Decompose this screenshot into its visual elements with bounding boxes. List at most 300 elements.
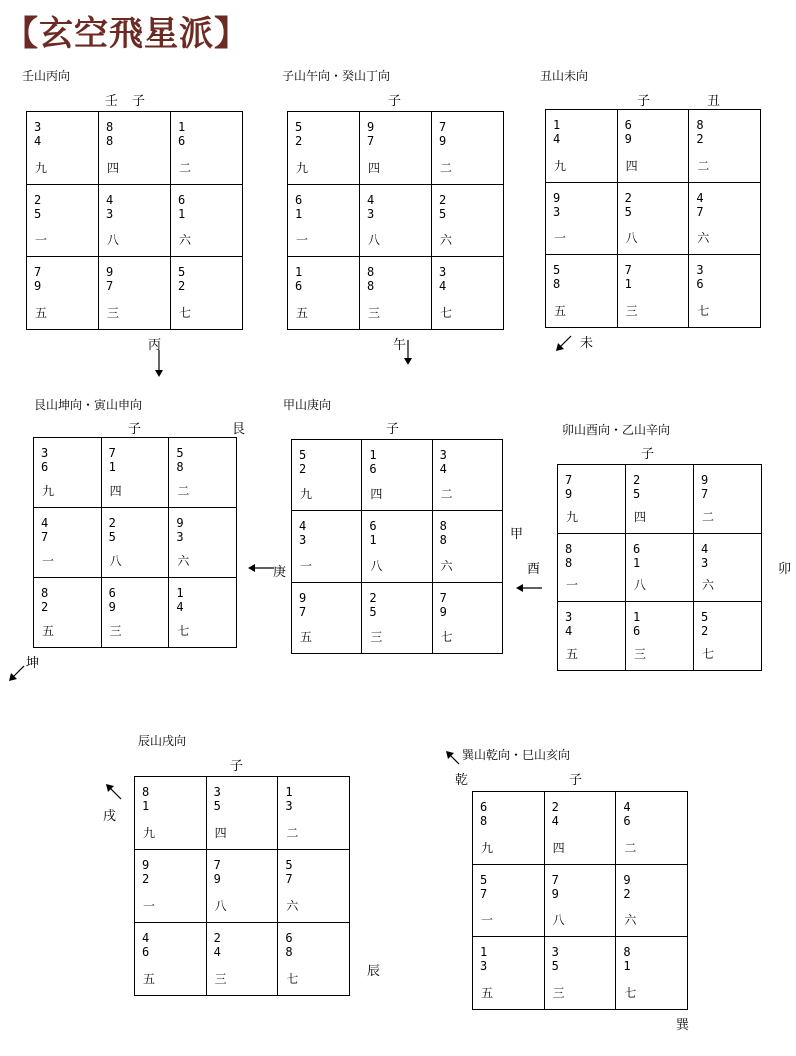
- star-numbers: [142, 785, 206, 813]
- mountain-star: 9: [701, 473, 709, 487]
- period-star: 五: [42, 624, 55, 638]
- mountain-star: 3: [696, 263, 704, 278]
- facing-star: 6: [178, 134, 186, 148]
- facing-star: 5: [369, 604, 377, 619]
- period-star: 五: [35, 305, 48, 320]
- palace-cell: [292, 440, 362, 511]
- facing-star: 8: [553, 277, 561, 292]
- mountain-star: 6: [295, 192, 303, 207]
- flying-star-chart: [33, 437, 237, 648]
- mountain-star: 5: [480, 872, 488, 887]
- mountain-star: 9: [142, 858, 150, 872]
- mountain-star: 1: [553, 118, 561, 132]
- palace-cell: [207, 923, 279, 996]
- facing-star: 1: [623, 959, 631, 974]
- star-numbers: [299, 519, 361, 547]
- facing-star: 3: [285, 799, 293, 813]
- star-numbers: [553, 118, 617, 146]
- star-numbers: [41, 586, 101, 614]
- mountain-star: 3: [213, 785, 221, 799]
- star-numbers: [440, 519, 502, 547]
- direction-mark-chen: 辰: [367, 964, 381, 979]
- facing-star: 6: [369, 462, 377, 476]
- chart-label: 辰山戌向: [138, 734, 187, 748]
- facing-star: 8: [480, 814, 488, 828]
- direction-mark-kun: 坤: [26, 656, 40, 671]
- palace-cell: [278, 777, 350, 850]
- palace-cell: [616, 792, 688, 865]
- mountain-star: 1: [178, 120, 186, 134]
- facing-star: 8: [565, 555, 573, 570]
- mountain-star: 7: [565, 473, 573, 487]
- mountain-star: 9: [106, 265, 114, 280]
- facing-star: 2: [142, 872, 150, 886]
- facing-star: 8: [367, 279, 375, 294]
- mountain-star: 3: [41, 446, 49, 460]
- facing-star: 9: [624, 132, 632, 146]
- palace-cell: [546, 183, 618, 256]
- facing-arrow-icon: [105, 783, 123, 801]
- star-numbers: [34, 193, 98, 221]
- period-star: 二: [177, 484, 190, 498]
- period-star: 八: [107, 233, 120, 248]
- direction-mark-jia: 甲: [510, 527, 524, 542]
- star-numbers: [109, 586, 169, 614]
- facing-star: 2: [299, 462, 307, 476]
- palace-cell: [558, 602, 626, 671]
- mountain-star: 6: [480, 800, 488, 814]
- period-star: 七: [697, 303, 710, 318]
- direction-mark-zi: 子: [388, 94, 402, 109]
- star-numbers: [178, 193, 242, 221]
- palace-cell: [362, 440, 432, 511]
- star-numbers: [552, 945, 616, 973]
- direction-mark-zi: 子: [637, 94, 651, 109]
- facing-star: 7: [367, 134, 375, 148]
- palace-cell: [558, 534, 626, 603]
- palace-cell: [135, 850, 207, 923]
- mountain-star: 7: [439, 590, 447, 605]
- mountain-star: 6: [178, 192, 186, 207]
- palace-cell: [292, 583, 362, 654]
- mountain-star: 9: [553, 190, 561, 205]
- palace-cell: [102, 578, 170, 648]
- facing-star: 7: [285, 872, 293, 886]
- palace-cell: [473, 937, 545, 1010]
- palace-cell: [545, 792, 617, 865]
- star-numbers: [480, 873, 544, 901]
- chart-label: 丑山未向: [540, 69, 589, 83]
- facing-star: 1: [178, 206, 186, 221]
- palace-cell: [27, 257, 99, 330]
- facing-star: 9: [213, 872, 221, 886]
- palace-cell: [102, 438, 170, 508]
- palace-cell: [288, 112, 360, 185]
- direction-mark-you: 酉: [527, 562, 541, 577]
- period-star: 五: [300, 630, 313, 644]
- facing-star: 4: [553, 132, 561, 146]
- palace-cell: [473, 792, 545, 865]
- star-numbers: [553, 191, 617, 219]
- period-star: 一: [554, 231, 567, 246]
- mountain-star: 3: [439, 265, 447, 280]
- mountain-star: 5: [176, 446, 184, 460]
- star-numbers: [696, 191, 760, 219]
- facing-star: 6: [633, 624, 641, 639]
- palace-cell: [360, 185, 432, 258]
- facing-star: 5: [439, 206, 447, 221]
- mountain-star: 5: [701, 610, 709, 625]
- star-numbers: [701, 610, 761, 638]
- facing-star: 5: [624, 204, 632, 219]
- period-star: 二: [440, 160, 453, 175]
- facing-star: 3: [480, 959, 488, 974]
- star-numbers: [295, 265, 359, 293]
- facing-star: 8: [106, 134, 114, 148]
- direction-mark-wu: 午: [393, 338, 407, 353]
- direction-mark-zi: 子: [386, 422, 400, 437]
- period-star: 五: [296, 305, 309, 320]
- period-star: 五: [143, 972, 156, 986]
- page-title: 【玄空飛星派】: [4, 14, 249, 54]
- facing-star: 1: [369, 533, 377, 548]
- star-numbers: [285, 858, 349, 886]
- palace-cell: [689, 255, 761, 328]
- mountain-star: 2: [633, 473, 641, 487]
- palace-cell: [288, 185, 360, 258]
- facing-star: 4: [439, 462, 447, 476]
- chart-label: 甲山庚向: [283, 398, 332, 412]
- facing-star: 6: [142, 945, 150, 959]
- facing-star: 7: [696, 204, 704, 219]
- facing-star: 1: [624, 277, 632, 292]
- facing-star: 5: [551, 959, 559, 974]
- period-star: 八: [625, 231, 638, 246]
- facing-star: 6: [41, 460, 49, 474]
- star-numbers: [106, 265, 170, 293]
- star-numbers: [439, 120, 503, 148]
- period-star: 九: [566, 509, 579, 524]
- star-numbers: [633, 542, 693, 570]
- chart-label: 巽山乾向・巳山亥向: [462, 748, 571, 762]
- direction-mark-xu: 戌: [103, 809, 117, 824]
- period-star: 七: [440, 630, 453, 644]
- direction-mark-zi: 子: [230, 759, 244, 774]
- palace-cell: [618, 255, 690, 328]
- palace-cell: [558, 465, 626, 534]
- chart-label: 壬山丙向: [22, 69, 71, 83]
- palace-cell: [689, 183, 761, 256]
- mountain-star: 8: [106, 120, 114, 134]
- palace-cell: [171, 185, 243, 258]
- mountain-star: 5: [178, 265, 186, 280]
- mountain-star: 6: [633, 541, 641, 556]
- period-star: 二: [179, 160, 192, 175]
- palace-cell: [626, 465, 694, 534]
- palace-cell: [34, 578, 102, 648]
- direction-mark-gen: 艮: [232, 422, 246, 437]
- period-star: 三: [634, 646, 647, 661]
- mountain-star: 7: [34, 265, 42, 280]
- period-star: 七: [624, 985, 637, 1000]
- facing-star: 3: [176, 530, 184, 544]
- facing-star: 3: [106, 206, 114, 221]
- period-star: 三: [370, 630, 383, 644]
- mountain-star: 4: [696, 190, 704, 205]
- period-star: 九: [296, 160, 309, 175]
- facing-star: 9: [34, 279, 42, 294]
- flying-star-chart: [545, 109, 761, 328]
- facing-arrow-icon: [403, 340, 413, 366]
- palace-cell: [618, 183, 690, 256]
- star-numbers: [480, 800, 544, 828]
- facing-star: 1: [142, 799, 150, 813]
- facing-star: 1: [633, 555, 641, 570]
- flying-star-chart: [26, 111, 243, 330]
- period-star: 九: [554, 158, 567, 173]
- period-star: 八: [109, 554, 122, 568]
- star-numbers: [623, 945, 687, 973]
- mountain-star: 6: [624, 118, 632, 132]
- mountain-star: 3: [34, 120, 42, 134]
- palace-cell: [545, 937, 617, 1010]
- palace-cell: [545, 865, 617, 938]
- star-numbers: [285, 931, 349, 959]
- facing-star: 4: [565, 624, 573, 639]
- period-star: 五: [481, 985, 494, 1000]
- mountain-star: 3: [439, 448, 447, 462]
- facing-star: 2: [623, 886, 631, 901]
- flying-star-chart: [557, 464, 762, 671]
- period-star: 四: [634, 509, 647, 524]
- mountain-star: 6: [369, 519, 377, 534]
- period-star: 二: [286, 826, 299, 840]
- palace-cell: [433, 583, 503, 654]
- palace-cell: [34, 438, 102, 508]
- star-numbers: [369, 448, 431, 476]
- star-numbers: [142, 858, 206, 886]
- period-star: 七: [177, 624, 190, 638]
- facing-star: 4: [551, 814, 559, 828]
- facing-star: 4: [34, 134, 42, 148]
- star-numbers: [633, 610, 693, 638]
- mountain-star: 7: [213, 858, 221, 872]
- facing-star: 5: [108, 530, 116, 544]
- star-numbers: [625, 118, 689, 146]
- palace-cell: [99, 112, 171, 185]
- facing-star: 7: [106, 279, 114, 294]
- palace-cell: [689, 110, 761, 183]
- period-star: 二: [702, 509, 715, 524]
- star-numbers: [106, 120, 170, 148]
- palace-cell: [694, 465, 762, 534]
- period-star: 六: [624, 913, 637, 928]
- mountain-star: 5: [285, 858, 293, 872]
- period-star: 一: [143, 899, 156, 913]
- star-numbers: [367, 120, 431, 148]
- mountain-star: 7: [439, 120, 447, 134]
- mountain-star: 1: [176, 586, 184, 600]
- facing-star: 7: [480, 886, 488, 901]
- period-star: 六: [697, 231, 710, 246]
- star-numbers: [552, 873, 616, 901]
- mountain-star: 7: [108, 446, 116, 460]
- chart-label: 卯山酉向・乙山辛向: [562, 423, 671, 437]
- palace-cell: [135, 777, 207, 850]
- star-numbers: [214, 858, 278, 886]
- palace-cell: [34, 508, 102, 578]
- period-star: 八: [214, 899, 227, 913]
- period-star: 六: [179, 233, 192, 248]
- chart-label: 艮山坤向・寅山申向: [34, 398, 143, 412]
- mountain-star: 4: [367, 192, 375, 207]
- mountain-star: 8: [142, 785, 150, 799]
- facing-star: 2: [696, 132, 704, 146]
- period-star: 九: [42, 484, 55, 498]
- palace-cell: [278, 850, 350, 923]
- palace-cell: [694, 602, 762, 671]
- flying-star-chart: [287, 111, 504, 330]
- facing-star: 2: [178, 279, 186, 294]
- mountain-star: 2: [551, 800, 559, 814]
- flying-star-chart: [134, 776, 350, 996]
- palace-cell: [360, 257, 432, 330]
- period-star: 一: [42, 554, 55, 568]
- period-star: 九: [300, 487, 313, 502]
- facing-star: 9: [551, 886, 559, 901]
- star-numbers: [701, 473, 761, 501]
- mountain-star: 7: [624, 263, 632, 278]
- palace-cell: [27, 112, 99, 185]
- period-star: 三: [214, 972, 227, 986]
- mountain-star: 1: [633, 610, 641, 625]
- mountain-star: 3: [565, 610, 573, 625]
- star-numbers: [285, 785, 349, 813]
- palace-cell: [432, 112, 504, 185]
- mountain-star: 9: [299, 590, 307, 605]
- palace-cell: [432, 185, 504, 258]
- flying-star-chart: [291, 439, 503, 654]
- star-numbers: [176, 586, 236, 614]
- palace-cell: [207, 777, 279, 850]
- star-numbers: [623, 873, 687, 901]
- period-star: 八: [552, 913, 565, 928]
- star-numbers: [552, 800, 616, 828]
- period-star: 一: [300, 558, 313, 573]
- star-numbers: [565, 610, 625, 638]
- period-star: 一: [35, 233, 48, 248]
- mountain-star: 5: [295, 120, 303, 134]
- palace-cell: [169, 438, 237, 508]
- facing-arrow-icon: [248, 563, 274, 573]
- star-numbers: [565, 542, 625, 570]
- mountain-star: 1: [295, 265, 303, 280]
- mountain-star: 8: [565, 541, 573, 556]
- facing-star: 6: [696, 277, 704, 292]
- facing-star: 4: [176, 600, 184, 614]
- direction-mark-ren: 壬: [105, 94, 119, 109]
- facing-arrow-icon: [154, 350, 164, 378]
- star-numbers: [41, 446, 101, 474]
- period-star: 二: [697, 158, 710, 173]
- period-star: 九: [143, 826, 156, 840]
- facing-star: 4: [213, 945, 221, 959]
- period-star: 六: [702, 578, 715, 593]
- facing-star: 7: [41, 530, 49, 544]
- facing-star: 3: [701, 555, 709, 570]
- palace-cell: [473, 865, 545, 938]
- period-star: 三: [625, 303, 638, 318]
- star-numbers: [369, 591, 431, 619]
- period-star: 三: [368, 305, 381, 320]
- palace-cell: [171, 112, 243, 185]
- star-numbers: [214, 931, 278, 959]
- palace-cell: [433, 440, 503, 511]
- star-numbers: [369, 519, 431, 547]
- star-numbers: [633, 473, 693, 501]
- palace-cell: [99, 185, 171, 258]
- palace-cell: [694, 534, 762, 603]
- mountain-star: 4: [142, 931, 150, 945]
- period-star: 七: [440, 305, 453, 320]
- mountain-star: 2: [624, 190, 632, 205]
- mountain-star: 2: [34, 192, 42, 207]
- star-numbers: [142, 931, 206, 959]
- period-star: 九: [35, 160, 48, 175]
- chart-label: 子山午向・癸山丁向: [282, 69, 391, 83]
- mountain-star: 8: [696, 118, 704, 132]
- star-numbers: [176, 446, 236, 474]
- period-star: 七: [702, 646, 715, 661]
- period-star: 二: [624, 840, 637, 855]
- period-star: 四: [625, 158, 638, 173]
- period-star: 七: [179, 305, 192, 320]
- period-star: 五: [566, 646, 579, 661]
- facing-star: 5: [34, 206, 42, 221]
- facing-star: 2: [295, 134, 303, 148]
- palace-cell: [362, 511, 432, 582]
- facing-arrow-icon: [516, 583, 542, 593]
- palace-cell: [288, 257, 360, 330]
- palace-cell: [135, 923, 207, 996]
- mountain-star: 9: [367, 120, 375, 134]
- period-star: 一: [481, 913, 494, 928]
- mountain-star: 8: [623, 945, 631, 960]
- star-numbers: [299, 591, 361, 619]
- palace-cell: [432, 257, 504, 330]
- star-numbers: [623, 800, 687, 828]
- star-numbers: [41, 516, 101, 544]
- direction-mark-mao: 卯: [778, 562, 792, 577]
- facing-star: 1: [295, 206, 303, 221]
- facing-star: 5: [213, 799, 221, 813]
- period-star: 四: [368, 160, 381, 175]
- direction-mark-geng: 庚: [273, 565, 287, 580]
- mountain-star: 4: [299, 519, 307, 534]
- palace-cell: [546, 255, 618, 328]
- period-star: 一: [566, 578, 579, 593]
- star-numbers: [439, 265, 503, 293]
- star-numbers: [367, 193, 431, 221]
- period-star: 四: [109, 484, 122, 498]
- mountain-star: 9: [176, 516, 184, 530]
- facing-star: 3: [299, 533, 307, 548]
- facing-star: 9: [108, 600, 116, 614]
- facing-arrow-icon: [555, 334, 573, 352]
- mountain-star: 5: [553, 263, 561, 278]
- period-star: 四: [370, 487, 383, 502]
- star-numbers: [34, 120, 98, 148]
